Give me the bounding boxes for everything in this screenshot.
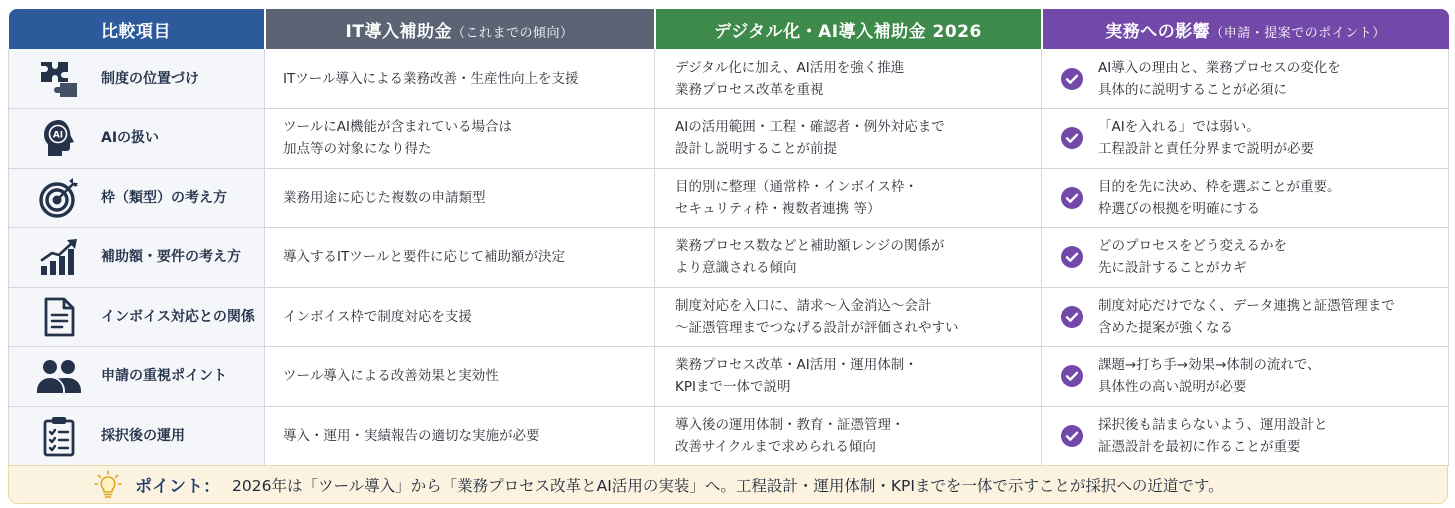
cell-it-subsidy (265, 347, 655, 407)
cell-line: 目的別に整理（通常枠・インボイス枠・ (675, 178, 918, 195)
cell-line: 具体的に説明することが必須に (1098, 81, 1287, 98)
cell-category (9, 347, 265, 407)
cell-line: 導入・運用・実績報告の適切な実施が必要 (283, 427, 540, 444)
point-banner (8, 465, 1448, 504)
cell-line: 採択後も詰まらないよう、運用設計と (1098, 416, 1328, 433)
impact-text (1098, 57, 1341, 101)
cell-line: 「AIを入れる」では弱い。 (1098, 119, 1260, 136)
cell-digital-ai-subsidy (655, 347, 1042, 407)
cell-practical-impact (1042, 109, 1449, 169)
table-row (9, 228, 1449, 288)
cell-practical-impact (1042, 228, 1449, 288)
cell-line: どのプロセスをどう変えるかを (1098, 238, 1287, 255)
cell-it-subsidy (265, 228, 655, 288)
header-comparison-item: 比較項目 (9, 9, 265, 49)
cell-line: 工程設計と責任分界まで説明が必要 (1098, 141, 1314, 158)
cell-line: KPIまで一体で説明 (675, 379, 791, 396)
cell-line: AIの活用範囲・工程・確認者・例外対応まで (675, 119, 945, 136)
cell-digital-ai-subsidy (655, 406, 1042, 466)
cell-digital-ai-subsidy (655, 287, 1042, 347)
table-header-row (9, 9, 1449, 49)
cell-line: AI導入の理由と、業務プロセスの変化を (1098, 59, 1341, 76)
comparison-table (8, 9, 1449, 466)
cell-it-subsidy (265, 49, 655, 109)
cell-practical-impact (1042, 287, 1449, 347)
header-practical-impact: 実務への影響（申請・提案でのポイント） (1042, 9, 1449, 49)
document-icon (35, 296, 83, 338)
table-row (9, 49, 1449, 109)
puzzle-icon (35, 58, 83, 100)
cell-line: セキュリティ枠・複数者連携 等） (675, 200, 881, 217)
impact-text (1098, 116, 1314, 160)
cell-line: インボイス枠で制度対応を支援 (283, 308, 472, 325)
cell-line: 具体性の高い説明が必要 (1098, 379, 1247, 396)
growth-chart-icon (35, 236, 83, 278)
table-row (9, 347, 1449, 407)
cell-it-subsidy (265, 406, 655, 466)
impact-text (1098, 295, 1395, 339)
cell-line: 〜証憑管理までつなげる設計が評価されやすい (675, 319, 959, 336)
cell-line: 課題→打ち手→効果→体制の流れで、 (1098, 357, 1321, 374)
cell-digital-ai-subsidy (655, 228, 1042, 288)
category-label: AIの扱い (101, 130, 160, 147)
cell-practical-impact (1042, 347, 1449, 407)
cell-line: 設計し説明することが前提 (675, 141, 837, 158)
category-label: 制度の位置づけ (101, 70, 199, 87)
check-circle-icon (1060, 67, 1084, 91)
check-circle-icon (1060, 245, 1084, 269)
header-digital-ai-subsidy: デジタル化・AI導入補助金 2026 (655, 9, 1042, 49)
cell-category (9, 228, 265, 288)
cell-it-subsidy (265, 109, 655, 169)
category-label: 採択後の運用 (101, 427, 185, 444)
cell-line: 業務プロセス数などと補助額レンジの関係が (675, 238, 945, 255)
clipboard-icon (35, 415, 83, 457)
cell-it-subsidy (265, 168, 655, 228)
check-circle-icon (1060, 126, 1084, 150)
point-label: ポイント： (135, 477, 220, 497)
cell-line: 加点等の対象になり得た (283, 141, 432, 158)
check-circle-icon (1060, 424, 1084, 448)
cell-practical-impact (1042, 406, 1449, 466)
header-it-subsidy: IT導入補助金（これまでの傾向） (265, 9, 655, 49)
cell-line: ツールにAI機能が含まれている場合は (283, 119, 512, 136)
cell-line: 目的を先に決め、枠を選ぶことが重要。 (1098, 178, 1341, 195)
cell-line: 業務プロセス改革を重視 (675, 81, 824, 98)
cell-category (9, 49, 265, 109)
cell-line: 改善サイクルまで求められる傾向 (675, 438, 876, 455)
impact-text (1098, 414, 1328, 458)
people-icon (35, 355, 83, 397)
cell-digital-ai-subsidy (655, 49, 1042, 109)
check-circle-icon (1060, 364, 1084, 388)
cell-line: 枠選びの根拠を明確にする (1098, 200, 1260, 217)
cell-it-subsidy (265, 287, 655, 347)
table-row (9, 406, 1449, 466)
table-row (9, 287, 1449, 347)
svg-text:AI: AI (52, 130, 64, 141)
cell-line: 導入後の運用体制・教育・証憑管理・ (675, 416, 905, 433)
category-label: 補助額・要件の考え方 (101, 249, 241, 266)
cell-line: 制度対応を入口に、請求〜入金消込〜会計 (675, 297, 932, 314)
cell-digital-ai-subsidy (655, 168, 1042, 228)
check-circle-icon (1060, 186, 1084, 210)
category-label: 枠（類型）の考え方 (101, 189, 227, 206)
ai-head-icon (35, 117, 83, 159)
category-label: インボイス対応との関係 (101, 308, 255, 325)
impact-text (1098, 235, 1287, 279)
cell-line: 導入するITツールと要件に応じて補助額が決定 (283, 249, 565, 266)
cell-practical-impact (1042, 49, 1449, 109)
table-row (9, 168, 1449, 228)
cell-line: 業務用途に応じた複数の申請類型 (283, 189, 486, 206)
cell-line: 制度対応だけでなく、データ連携と証憑管理まで (1098, 297, 1395, 314)
point-text: 2026年は「ツール導入」から「業務プロセス改革とAI活用の実装」へ。工程設計・運用体制・KPIまでを一体で示すことが採択への近道です。 (232, 476, 1224, 495)
comparison-table-container (8, 9, 1448, 466)
cell-line: 含めた提案が強くなる (1098, 319, 1233, 336)
cell-line: 先に設計することがカギ (1098, 260, 1247, 277)
check-circle-icon (1060, 305, 1084, 329)
cell-category (9, 406, 265, 466)
table-row (9, 109, 1449, 169)
cell-line: ITツール導入による業務改善・生産性向上を支援 (283, 70, 579, 87)
category-label: 申請の重視ポイント (101, 368, 227, 385)
cell-line: デジタル化に加え、AI活用を強く推進 (675, 59, 905, 76)
cell-line: ツール導入による改善効果と実効性 (283, 368, 499, 385)
cell-line: 証憑設計を最初に作ることが重要 (1098, 438, 1301, 455)
cell-category (9, 109, 265, 169)
impact-text (1098, 354, 1321, 398)
cell-category (9, 168, 265, 228)
cell-category (9, 287, 265, 347)
lightbulb-icon (93, 470, 123, 500)
cell-practical-impact (1042, 168, 1449, 228)
impact-text (1098, 176, 1340, 220)
cell-line: より意識される傾向 (675, 260, 797, 277)
cell-digital-ai-subsidy (655, 109, 1042, 169)
cell-line: 業務プロセス改革・AI活用・運用体制・ (675, 357, 918, 374)
target-icon (35, 177, 83, 219)
